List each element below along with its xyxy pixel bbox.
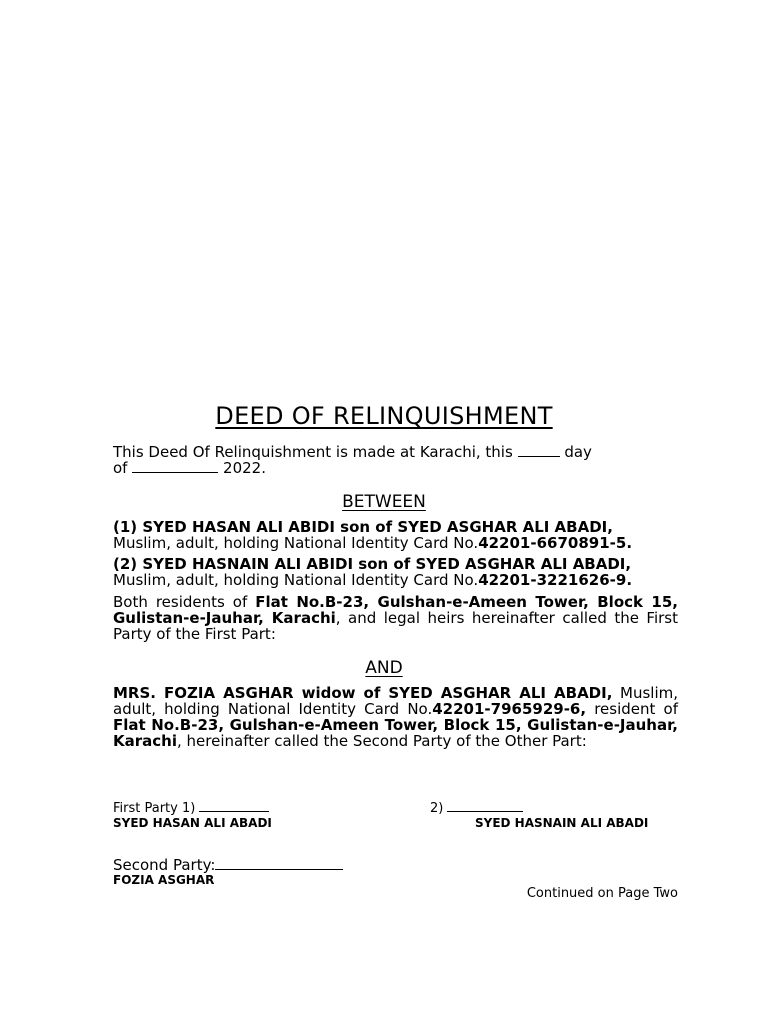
party-one-name: (1) SYED HASAN ALI ABIDI son of SYED ASGHAR ALI ABADI, [113, 518, 613, 536]
second-party-paragraph [113, 685, 678, 749]
first-party-label: First Party 1) [113, 801, 196, 816]
party-two-cnic: 42201-3221626-9. [478, 571, 633, 589]
intro-of-word: of [113, 459, 128, 477]
party-one-paragraph [113, 519, 678, 551]
first-party-name: SYED HASAN ALI ABADI [113, 816, 272, 830]
intro-year: 2022. [223, 459, 266, 477]
second-signatory-label: 2) [430, 801, 444, 816]
intro-day-word: day [564, 443, 592, 461]
party-one-cnic: 42201-6670891-5. [478, 534, 633, 552]
second-party-tail: , hereinafter called the Second Party of the Other Part: [176, 732, 587, 750]
second-signatory [430, 802, 523, 816]
document-title: DEED OF RELINQUISHMENT [215, 402, 553, 430]
between-heading: BETWEEN [342, 492, 426, 512]
party-two-name: (2) SYED HASNAIN ALI ABIDI son of SYED ASGHAR ALI ABADI, [113, 555, 632, 573]
residents-paragraph [113, 594, 678, 642]
second-party-details: Muslim, adult, holding National Identity Card No. [113, 684, 678, 718]
month-blank [132, 471, 218, 473]
and-heading: AND [365, 658, 403, 678]
residents-intro: Both residents of [113, 593, 248, 611]
first-party-signature-line [199, 810, 269, 812]
second-party-signature-name: FOZIA ASGHAR [113, 873, 215, 887]
second-party-name: MRS. FOZIA ASGHAR widow of SYED ASGHAR ALI ABADI, [113, 684, 613, 702]
second-party-label: Second Party: [113, 856, 216, 874]
second-signatory-name: SYED HASNAIN ALI ABADI [475, 816, 649, 830]
second-party-signature-line [215, 868, 343, 870]
first-party-signature [113, 802, 269, 816]
party-two-paragraph [113, 556, 678, 588]
second-party-signature [113, 857, 343, 873]
intro-paragraph [113, 444, 678, 476]
second-party-resident: resident of [594, 700, 678, 718]
party-two-details: Muslim, adult, holding National Identity Card No. [113, 571, 479, 589]
residents-tail: , and legal heirs hereinafter called the First Party of the First Part: [113, 609, 678, 643]
day-blank [518, 455, 560, 457]
second-signatory-line [447, 810, 523, 812]
continued-note: Continued on Page Two [526, 886, 678, 901]
intro-text: This Deed Of Relinquishment is made at Karachi, this [113, 443, 513, 461]
residents-address: Flat No.B-23, Gulshan-e-Ameen Tower, Block 15, Gulistan-e-Jauhar, Karachi [113, 593, 678, 627]
second-party-cnic: 42201-7965929-6, [432, 700, 587, 718]
party-one-details: Muslim, adult, holding National Identity Card No. [113, 534, 479, 552]
second-party-address: Flat No.B-23, Gulshan-e-Ameen Tower, Block 15, Gulistan-e-Jauhar, Karachi [113, 716, 678, 750]
